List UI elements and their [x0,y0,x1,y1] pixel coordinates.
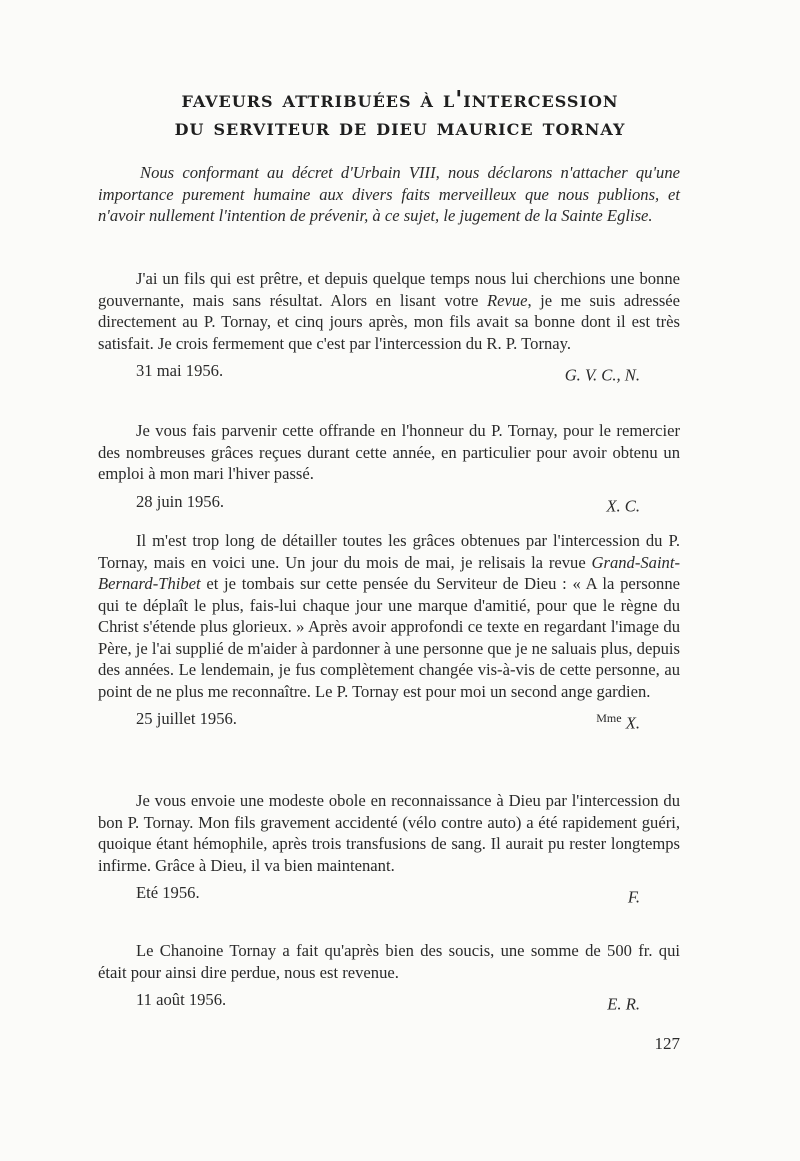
signature-line [98,708,680,734]
testimony-date: 11 août 1956. [136,990,227,1009]
testimony-2 [98,420,680,517]
testimony-initials: F. [627,887,640,907]
disclaimer: Nous conformant au décret d'Urbain VIII, nous déclarons n'attacher qu'une importance purement humaine aux divers faits merveilleux que nous publions, et n'avoir nullement l'intention de prévenir, à ce sujet, le jugement de la Sainte Eglise. [98,163,680,225]
title-line-1: faveurs attribuées à l'intercession [181,86,619,113]
testimony-text: J'ai un fils qui est prêtre, et depuis quelque temps nous lui cherchions une bonne gouvernante, mais sans résultat. Alors en lisant votre Revue, je me suis adressée directement au P. Tornay, et cinq jours après, mon fils avait sa bonne dont il est très satisfait. Je crois fermement que c'est par l'intercession du R. P. Tornay. [98,269,681,353]
testimony-date: 28 juin 1956. [136,491,225,511]
title-line-2: du serviteur de dieu maurice tornay [174,114,626,141]
testimony-text: Je vous fais parvenir cette offrande en l'honneur du P. Tornay, pour le remercier des nombreuses grâces reçues durant cette année, en particulier pour avoir obtenu un emploi à mon mari l'hiver passé. [98,421,680,483]
testimony-text: Je vous envoie une modeste obole en reconnaissance à Dieu par l'intercession du bon P. Tornay. Mon fils gravement accidenté (vélo contre auto) a été rapidement guéri, quoique étant hémophile, après trois transfusions de sang. Il aurait pu rester longtemps infirme. Grâce à Dieu, il va bien maintenant. [98,791,680,875]
testimony-initials: E. R. [607,994,640,1014]
testimony-text: Il m'est trop long de détailler toutes les grâces obtenues par l'intercession du P. Tornay, mais en voici une. Un jour du mois de mai, je relisais la revue Grand-Saint-Bernard-Thibet et je tombais sur cette pensée du Serviteur de Dieu : « A la personne qui te déplaît le plus, fais-lui chaque jour une marque d'amitié, pour que le règne du Christ s'étende plus glorieux. » Après avoir approfondi ce texte en regardant l'image du Père, je l'ai supplié de m'aider à pardonner à une personne que je ne saluais plus, depuis des années. Le lendemain, je fus complètement changée vis-à-vis de cette personne, au point de ne plus me reconnaître. Le P. Tornay est pour moi un second ange gardien. [98,531,680,701]
signature-line [98,491,680,517]
testimony-date: 25 juillet 1956. [136,709,237,728]
signature-line [98,360,680,386]
testimony-1 [98,268,680,386]
page-number: 127 [654,1034,680,1053]
page-title [0,86,800,142]
testimony-3 [98,530,680,734]
signature-line [98,989,680,1015]
testimony-text: Le Chanoine Tornay a fait qu'après bien des soucis, une somme de 500 fr. qui était pour ainsi dire perdue, nous est revenue. [98,941,680,982]
testimony-date: Eté 1956. [136,883,200,902]
signature-line [98,882,680,908]
testimony-date: 31 mai 1956. [136,361,224,380]
testimony-4 [98,790,680,908]
testimony-5 [98,940,680,1015]
testimony-initials: X. C. [606,496,640,516]
testimony-initials: G. V. C., N. [564,365,640,385]
testimony-initials: $^{Mme}$ X. [596,711,640,733]
